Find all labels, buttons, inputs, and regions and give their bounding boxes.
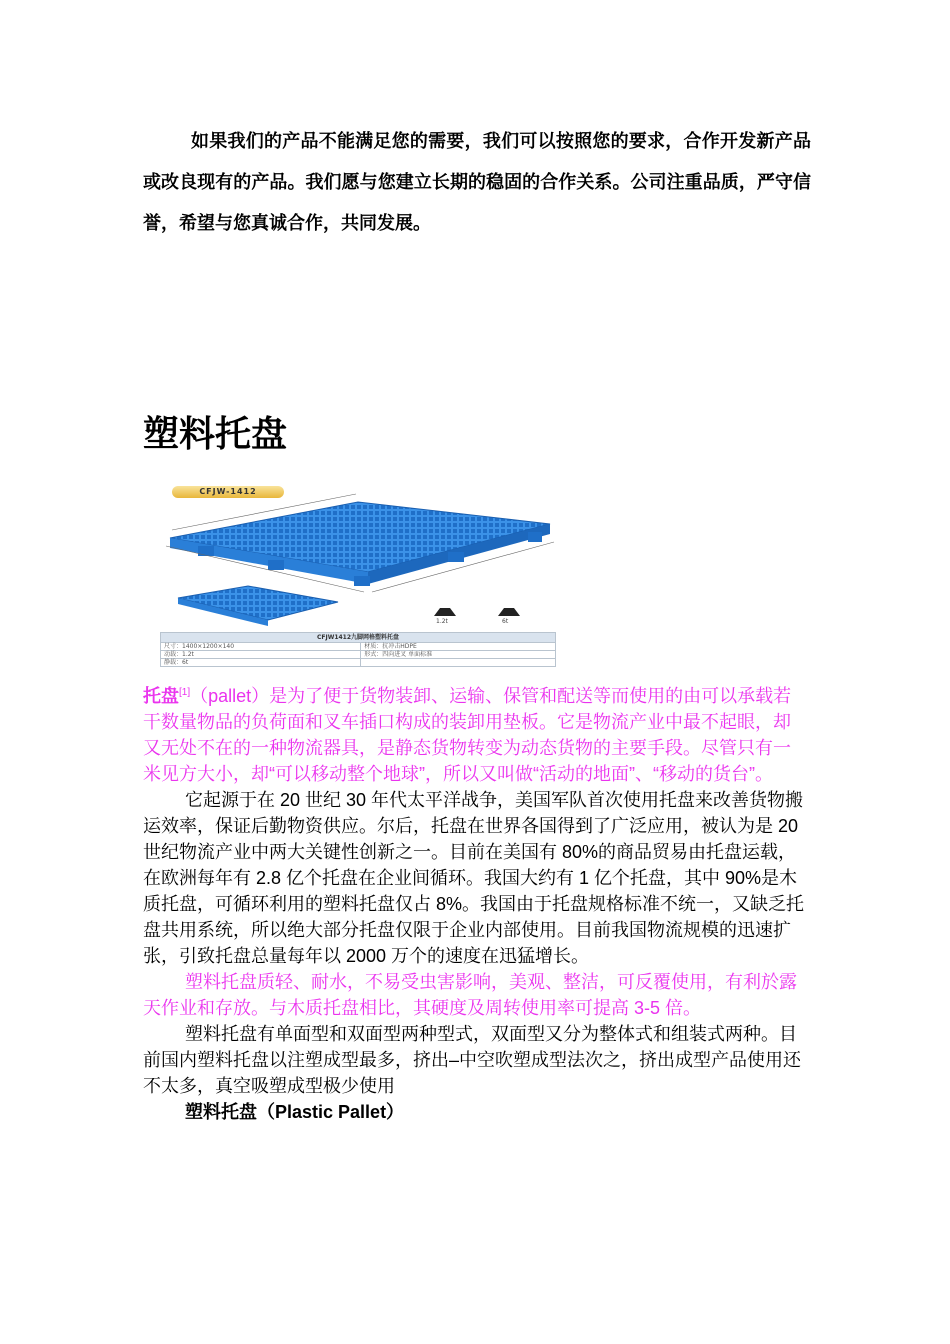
load-static-label: 6t [502,618,509,625]
pallet-foot [268,560,284,570]
definition-text: （pallet）是为了便于货物装卸、运输、保管和配送等而使用的由可以承载若干数量物品的负荷面和叉车插口构成的装卸用垫板。它是物流产业中最不起眼，却又无处不在的一种物流器具，是静态货物转变为动态货物的主要手段。尽管只有一米见方大小，却“可以移动整个地球”，所以又叫做“活动的地面”、“移动的货台”。 [143,686,792,784]
table-row [161,643,556,651]
paragraph-definition [143,683,808,787]
pallet-foot [528,532,542,542]
table-cell: 材质：抗冲击HDPE [361,643,556,651]
pallet-figure [158,480,560,668]
spec-table-caption: CFJW1412九脚网格塑料托盘 [161,633,556,643]
term-pallet: 托盘 [143,686,179,706]
intro-paragraph: 如果我们的产品不能满足您的需要，我们可以按照您的要求，合作开发新产品或改良现有的产品。我们愿与您建立长期的稳固的合作关系。公司注重品质，严守信誉，希望与您真诚合作，共同发展。 [143,131,811,234]
table-cell: 动载：1.2t [161,651,361,659]
model-badge: CFJW-1412 [172,486,284,498]
paragraph-advantages: 塑料托盘质轻、耐水，不易受虫害影响，美观、整洁，可反覆使用，有利於露天作业和存放。与木质托盘相比，其硬度及周转使用率可提高 3-5 倍。 [143,972,797,1018]
pallet-illustration [158,480,560,630]
table-row [161,651,556,659]
table-cell: 静载：6t [161,659,361,667]
table-cell: 形式：四向进叉 单面标准 [361,651,556,659]
pallet-foot [198,546,214,556]
paragraph-history: 它起源于在 20 世纪 30 年代太平洋战争，美国军队首次使用托盘来改善货物搬运效率，保证后勤物资供应。尔后，托盘在世界各国得到了广泛应用，被认为是 20 世纪物流产业中两大关键性创新之一。目前在美国有 80%的商品贸易由托盘运载，在欧洲每年有 2.8 亿个托盘在企业间循环。我国大约有 1 亿个托盘，其中 90%是木质托盘，可循环利用的塑料托盘仅占 8%。我国由于托盘规格标准不统一，又缺乏托盘共用系统，所以绝大部分托盘仅限于企业内部使用。目前我国物流规模的迅速扩张，引致托盘总量每年以 2000 万个的速度在迅猛增长。 [143,790,805,966]
forklift-icon [434,608,456,616]
page-title: 塑料托盘 [143,414,288,455]
pallet-top-surface [170,502,550,572]
table-row [161,659,556,667]
table-cell [361,659,556,667]
pallet-bottom-view [178,586,338,620]
forklift-icon [498,608,520,616]
pallet-foot [354,576,370,586]
spec-table [160,632,556,667]
reference-link[interactable]: [1] [179,687,191,698]
load-dynamic-label: 1.2t [436,618,448,625]
table-cell: 尺寸：1400×1200×140 [161,643,361,651]
pallet-foot [448,552,464,562]
section-heading: 塑料托盘（Plastic Pallet） [185,1102,405,1122]
paragraph-types: 塑料托盘有单面型和双面型两种型式，双面型又分为整体式和组装式两种。目前国内塑料托盘以注塑成型最多，挤出–中空吹塑成型法次之，挤出成型产品使用还不太多，真空吸塑成型极少使用 [143,1024,802,1096]
article-body [143,683,808,1125]
